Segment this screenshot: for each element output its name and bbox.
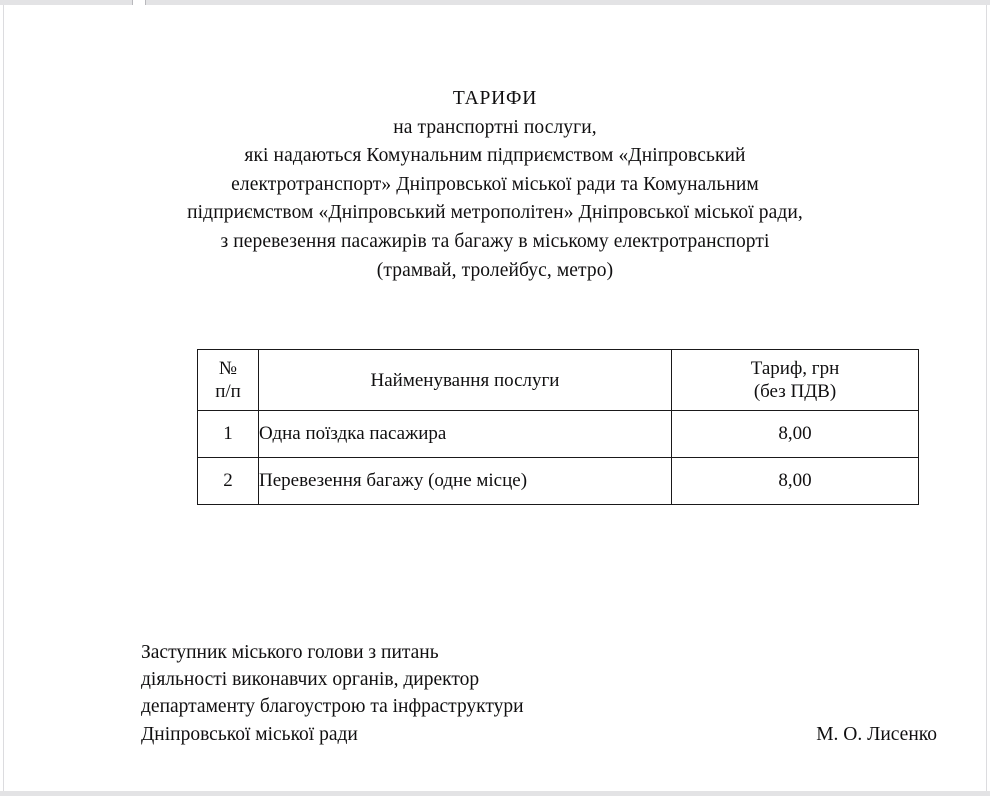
signatory-title-line-2: діяльності виконавчих органів, директор [141,669,480,691]
column-header-number-bottom: п/п [215,381,241,402]
row-tariff-value: 8,00 [672,458,919,505]
signatory-title-line-3: департаменту благоустрою та інфраструктури [141,696,524,718]
title-subline-3: електротранспорт» Дніпровської міської ради та Комунальним [231,173,759,195]
signature-block [141,639,937,748]
column-header-tariff [672,350,919,411]
title-subline-2: які надаються Комунальним підприємством «Дніпровський [244,145,746,167]
title-subline-1: на транспортні послуги, [393,116,597,138]
row-number: 2 [198,458,259,505]
table-row [198,411,919,458]
signatory-name: М. О. Лисенко [816,723,937,745]
tariff-table [197,349,919,505]
document-heading: ТАРИФИ [452,88,538,109]
row-tariff-value: 8,00 [672,411,919,458]
title-subline-5: з перевезення пасажирів та багажу в міському електротранспорті [220,230,770,252]
row-number: 1 [198,411,259,458]
page-border-right [986,5,987,791]
row-service-name: Перевезення багажу (одне місце) [259,458,672,505]
column-header-number [198,350,259,411]
row-service-name: Одна поїздка пасажира [259,411,672,458]
column-header-tariff-bottom: (без ПДВ) [753,381,837,402]
document-title-block [4,85,986,285]
column-header-service-label: Найменування послуги [370,369,560,391]
signatory-title-line-4 [141,721,937,748]
column-header-tariff-top: Тариф, грн [750,358,840,379]
table-header-row [198,350,919,411]
title-subline-4: підприємством «Дніпровський метрополітен» Дніпровської міської ради, [187,202,803,224]
document-page [4,5,986,791]
column-header-number-top: № [218,358,238,379]
title-subline-6: (трамвай, тролейбус, метро) [376,259,614,281]
signatory-title-line-1: Заступник міського голови з питань [141,642,439,663]
signatory-title-line-4-text: Дніпровської міської ради [141,723,358,745]
viewer-bottom-band [0,791,990,796]
table-row [198,458,919,505]
column-header-service [259,350,672,411]
